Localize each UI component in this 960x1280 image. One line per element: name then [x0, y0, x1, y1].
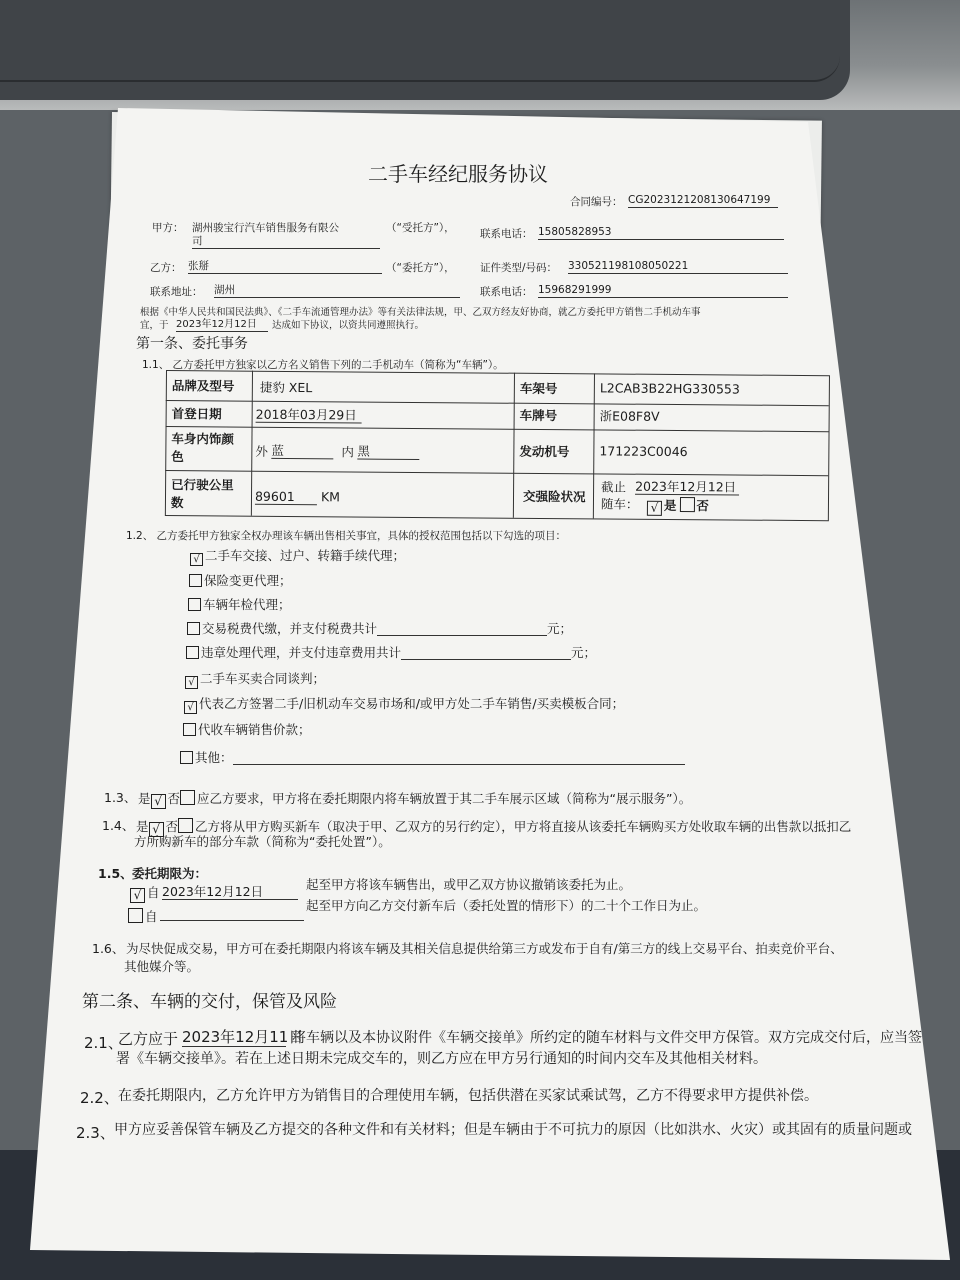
insurance-label: 交强险状况 — [522, 488, 586, 505]
phone-b: 15968291999 — [538, 284, 788, 298]
clause-1-2: 1.2、 乙方委托甲方独家全权办理该车辆出售相关事宜，具体的授权范围包括以下勾选的项目： — [126, 530, 567, 542]
term-option-2-blank[interactable] — [160, 920, 304, 921]
clause-2-2-number: 2.2、 — [80, 1089, 119, 1107]
option-suffix: 元； — [571, 645, 597, 660]
term-option-1-checkbox[interactable]: √ — [130, 888, 145, 903]
insurance-no-checkbox[interactable] — [679, 497, 694, 512]
plate-value: 浙E08F8V — [599, 408, 660, 424]
option-label: 代收车辆销售价款； — [198, 722, 311, 737]
id-number: 330521198108050221 — [568, 260, 788, 274]
option-negotiation — [185, 671, 325, 689]
interior-value: 黑 — [357, 444, 419, 460]
term-option-1-text: 起至甲方将该车辆售出，或甲乙双方协议撤销该委托为止。 — [306, 877, 632, 892]
clause-2-1-number: 2.1、 — [84, 1034, 123, 1052]
exterior-value: 蓝 — [271, 443, 333, 459]
insurance-until-date: 2023年12月12日 — [635, 479, 739, 496]
brand-value: 捷豹 XEL — [259, 379, 313, 396]
clause-1-4-number: 1.4、 — [102, 818, 135, 833]
option-checkbox[interactable]: √ — [184, 701, 197, 714]
option-transfer — [190, 548, 405, 566]
address-label: 联系地址： — [150, 286, 203, 298]
clause-2-1-cont: 署《车辆交接单》。若在上述日期未完成交车的，则乙方应在甲方另行通知的时间内交车及其他相关材料。 — [116, 1051, 767, 1067]
option-label: 二手车交接、过户、转籍手续代理； — [205, 548, 406, 563]
color-label: 车身内饰颜 — [171, 431, 235, 447]
option-collect-payment — [183, 722, 311, 737]
clause-2-3-text: 甲方应妥善保管车辆及乙方提交的各种文件和有关材料；但是车辆由于不可抗力的原因（比如洪水、火灾）或其固有的质量问题或 — [114, 1122, 912, 1138]
term-option-1 — [130, 885, 160, 903]
insurance-until-label: 截止 — [601, 479, 627, 495]
party-b-label: 乙方： — [150, 262, 182, 274]
party-b-name: 张掰 — [188, 260, 382, 274]
clause-1-3-yes-checkbox[interactable]: √ — [151, 794, 166, 809]
party-a-label: 甲方： — [152, 222, 184, 234]
phone-a: 15805828953 — [538, 226, 784, 240]
delivery-date: 2023年12月11日 — [182, 1028, 304, 1046]
clause-1-5-number: 1.5、 — [98, 866, 133, 881]
party-a-name: 湖州骏宝行汽车销售服务有限公 — [192, 222, 339, 234]
clause-1-3-text: 应乙方要求，甲方将在委托期限内将车辆放置于其二手车展示区域（简称为“展示服务”）。 — [197, 791, 692, 806]
id-label: 证件类型/号码： — [480, 262, 558, 274]
address: 湖州 — [214, 284, 460, 298]
clause-1-4-no-checkbox[interactable] — [178, 818, 193, 833]
mileage-value: 89601 — [255, 489, 317, 505]
reg-date-label: 首登日期 — [171, 406, 222, 422]
engine-value: 171223C0046 — [599, 443, 688, 460]
party-a-role: （“受托方”）， — [386, 222, 455, 234]
mileage-unit: KM — [320, 489, 341, 505]
clause-2-2-text: 在委托期限内，乙方允许甲方为销售目的合理使用车辆，包括供潜在买家试乘试驾，乙方不得要求甲方提供补偿。 — [118, 1088, 818, 1104]
vin-label: 车架号 — [519, 380, 558, 397]
plate-label: 车牌号 — [519, 407, 558, 424]
term-start-date: 2023年12月12日 — [162, 884, 298, 900]
intro-line-1: 根据《中华人民共和国民法典》、《二手车流通管理办法》等有关法律法规，甲、乙双方经友好协商，就乙方委托甲方销售二手机动车事 — [140, 307, 701, 318]
clause-1-4-yes-checkbox[interactable]: √ — [149, 822, 164, 837]
document-title: 二手车经纪服务协议 — [368, 162, 548, 186]
option-violation — [186, 645, 596, 660]
term-option-2-checkbox[interactable] — [128, 908, 143, 923]
clause-1-4-text: 乙方将从甲方购买新车（取决于甲、乙双方的另行约定），甲方将直接从该委托车辆购买方处收取车辆的出售款以抵扣乙 — [195, 819, 852, 834]
option-label: 代表乙方签署二手/旧机动车交易市场和/或甲方处二手车销售/买卖模板合同； — [199, 696, 625, 711]
clause-1-4-cont: 方所购新车的部分车款（简称为“委托处置”）。 — [134, 834, 391, 849]
insurance-yes-checkbox[interactable]: √ — [647, 501, 662, 516]
clause-1-5-title: 委托期限为： — [132, 866, 208, 881]
brand-label: 品牌及型号 — [171, 378, 235, 394]
option-checkbox[interactable] — [180, 751, 193, 764]
party-a-name-cont: 司 — [192, 235, 380, 249]
option-tax — [187, 621, 572, 636]
clause-2-1-text: 将车辆以及本协议附件《车辆交接单》所约定的随车材料与文件交甲方保管。双方完成交付后，应当签 — [292, 1030, 922, 1046]
yes-text: 是 — [136, 819, 149, 834]
color-label-cont: 色 — [171, 449, 184, 465]
intro-line-2-start: 宜，于 — [140, 320, 169, 331]
section-2-title: 第二条、车辆的交付，保管及风险 — [82, 992, 337, 1012]
engine-label: 发动机号 — [519, 443, 570, 460]
clause-1-6-text: 为尽快促成交易，甲方可在委托期限内将该车辆及其相关信息提供给第三方或发布于自有/第三方的线上交易平台、拍卖竞价平台、 — [126, 941, 843, 956]
contract-no: CG2023121208130647199 — [628, 194, 778, 208]
option-label: 违章处理代理，并支付违章费用共计 — [201, 645, 402, 660]
clause-1-6-cont: 其他媒介等。 — [124, 959, 200, 974]
vehicle-table — [165, 370, 830, 521]
option-insurance — [189, 573, 292, 588]
phone-label-b: 联系电话： — [480, 286, 533, 298]
option-label: 车辆年检代理； — [203, 597, 291, 612]
insurance-no-label: 否 — [696, 498, 710, 514]
option-checkbox[interactable] — [186, 646, 199, 659]
reg-date-value: 2018年03月29日 — [256, 407, 362, 424]
option-label: 二手车买卖合同谈判； — [200, 671, 326, 686]
option-other — [180, 750, 685, 765]
from-text: 自 — [147, 885, 160, 900]
option-checkbox[interactable]: √ — [185, 676, 198, 689]
option-checkbox[interactable]: √ — [190, 553, 203, 566]
clause-1-6-number: 1.6、 — [92, 941, 125, 956]
mileage-label: 已行驶公里 — [171, 477, 234, 493]
contract-no-label: 合同编号： — [570, 196, 623, 208]
option-checkbox[interactable] — [189, 574, 202, 587]
option-checkbox[interactable] — [183, 723, 196, 736]
yes-text: 是 — [138, 791, 151, 806]
clause-2-1-start: 乙方应于 — [118, 1030, 179, 1048]
exterior-label: 外 — [255, 443, 268, 459]
term-option-2 — [128, 908, 158, 924]
intro-line-2-end: 达成如下协议，以资共同遵照执行。 — [272, 320, 425, 331]
option-checkbox[interactable] — [187, 622, 200, 635]
no-text: 否 — [165, 819, 179, 834]
with-car-label: 随车： — [600, 496, 639, 512]
no-text: 否 — [167, 791, 181, 806]
option-label: 保险变更代理； — [204, 573, 292, 588]
insurance-yes-label: 是 — [663, 497, 677, 514]
clause-2-3-number: 2.3、 — [76, 1124, 115, 1142]
mileage-label-cont: 数 — [170, 495, 184, 511]
phone-label-a: 联系电话： — [480, 228, 533, 240]
option-checkbox[interactable] — [188, 598, 201, 611]
interior-label: 内 — [341, 444, 354, 460]
term-option-2-text: 起至甲方向乙方交付新车后（委托处置的情形下）的二十个工作日为止。 — [306, 898, 707, 913]
clause-1-3-number: 1.3、 — [104, 790, 137, 805]
section-1-title: 第一条、委托事务 — [136, 336, 248, 352]
option-label: 其他： — [195, 750, 233, 765]
option-sign-contract — [184, 696, 624, 714]
intro-date: 2023年12月12日 — [176, 318, 268, 332]
clause-1-1: 1.1、 乙方委托甲方独家以乙方名义销售下列的二手机动车（简称为“车辆”）。 — [142, 359, 504, 371]
clause-1-3-no-checkbox[interactable] — [180, 790, 195, 805]
option-inspection — [188, 597, 291, 612]
violation-amount-blank[interactable] — [401, 646, 571, 660]
clause-1-3 — [138, 790, 691, 809]
from-text: 自 — [145, 909, 158, 924]
tax-amount-blank[interactable] — [377, 622, 547, 636]
option-suffix: 元； — [547, 621, 573, 636]
option-label: 交易税费代缴，并支付税费共计 — [202, 621, 378, 636]
vin-value: L2CAB3B22HG330553 — [599, 380, 740, 397]
other-blank[interactable] — [233, 751, 685, 765]
party-b-role: （“委托方”）， — [386, 262, 455, 274]
